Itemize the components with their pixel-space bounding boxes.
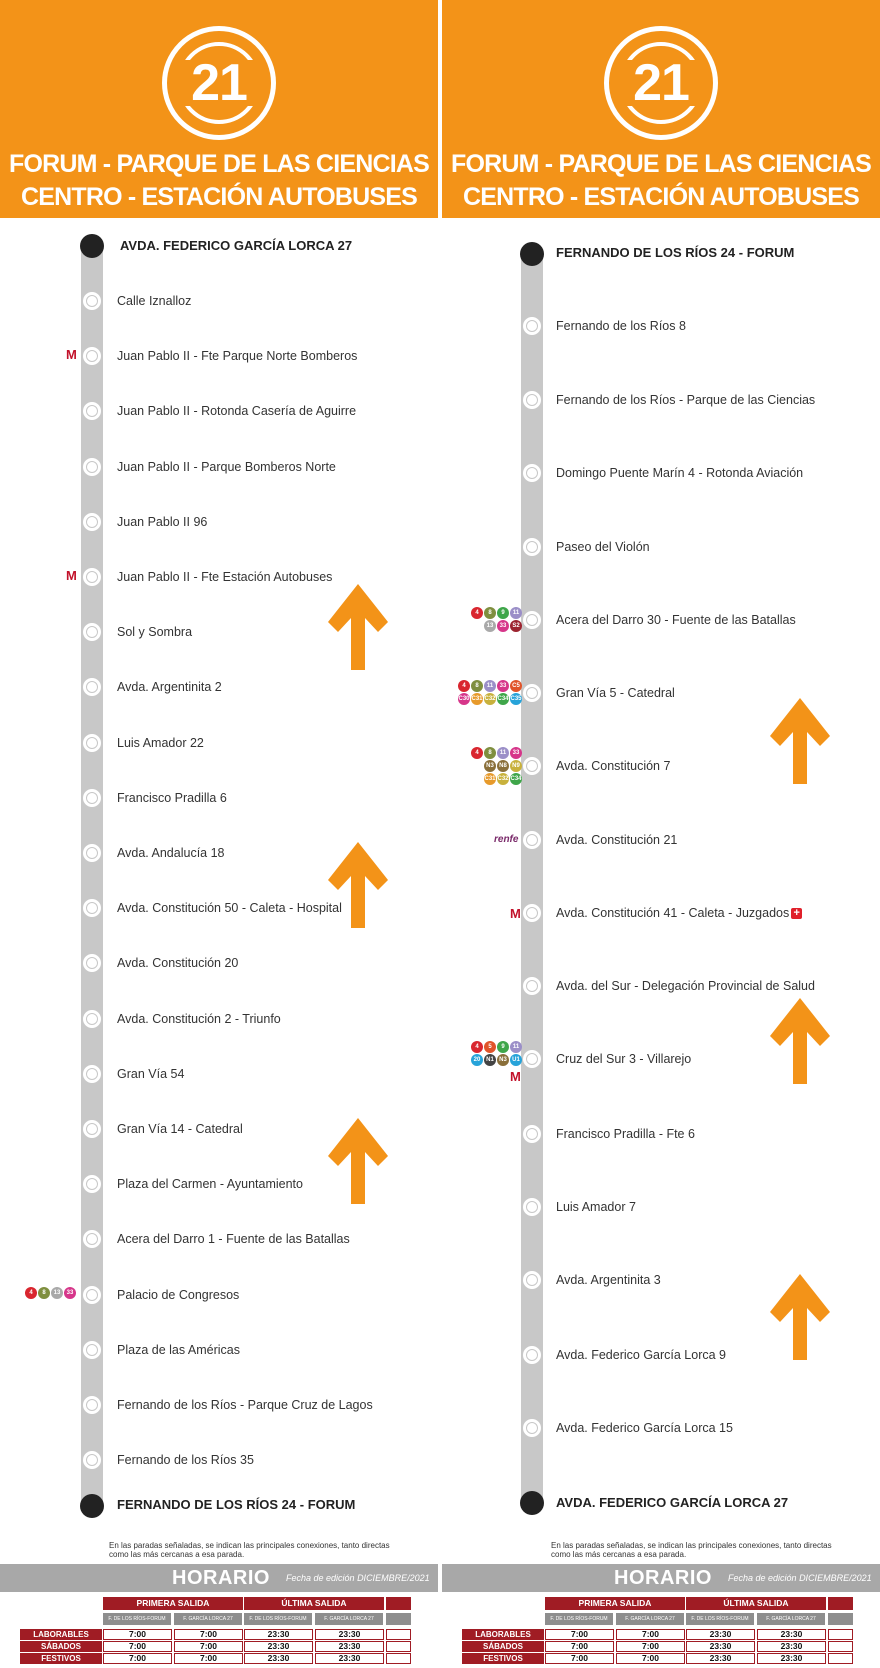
stop-label: Acera del Darro 30 - Fuente de las Batallas <box>556 613 796 627</box>
schedule-time: 7:00 <box>545 1653 614 1664</box>
stop-marker <box>83 899 101 917</box>
stop-marker <box>83 734 101 752</box>
stop-marker <box>83 1175 101 1193</box>
route-title-line1: FORUM - PARQUE DE LAS CIENCIAS <box>9 150 429 178</box>
stop-marker <box>523 538 541 556</box>
horario-title: HORARIO <box>172 1567 270 1589</box>
connections-gran-via <box>458 680 522 705</box>
schedule-time: 23:30 <box>244 1653 313 1664</box>
bus-line-badge: C32 <box>484 693 496 705</box>
bus-line-badge: 4 <box>471 1041 483 1053</box>
stop-label: Francisco Pradilla 6 <box>117 791 227 805</box>
bus-line-badge: C35 <box>510 693 522 705</box>
stop-marker <box>83 844 101 862</box>
bus-line-badge: C30 <box>458 693 470 705</box>
stop-label: Avda. Constitución 2 - Triunfo <box>117 1012 281 1026</box>
bus-line-badge: 4 <box>471 747 483 759</box>
stop-marker <box>83 678 101 696</box>
schedule-spacer <box>828 1629 853 1640</box>
bus-line-badge: 33 <box>510 747 522 759</box>
bus-line-badge: S2 <box>510 620 522 632</box>
connection-row <box>471 607 522 619</box>
stop-label: Juan Pablo II - Fte Parque Norte Bomberos <box>117 349 358 363</box>
stop-label: Avda. Federico García Lorca 9 <box>556 1348 726 1362</box>
stop-marker <box>523 464 541 482</box>
schedule-time: 23:30 <box>686 1629 755 1640</box>
route-badge <box>162 26 276 140</box>
route-line <box>521 252 543 1502</box>
stop-marker <box>83 1010 101 1028</box>
schedule-time: 7:00 <box>174 1653 243 1664</box>
route-title-line2: CENTRO - ESTACIÓN AUTOBUSES <box>20 183 417 211</box>
stop-label: Gran Vía 5 - Catedral <box>556 686 675 700</box>
schedule-day-label: FESTIVOS <box>20 1653 102 1664</box>
horario-edition <box>728 1573 872 1583</box>
stop-marker <box>83 1396 101 1414</box>
terminal-start-label: FERNANDO DE LOS RÍOS 24 - FORUM <box>556 245 795 260</box>
stop-marker <box>83 1120 101 1138</box>
stop-marker <box>83 347 101 365</box>
bus-line-badge: 11 <box>484 680 496 692</box>
stop-label: Gran Vía 14 - Catedral <box>117 1122 243 1136</box>
bus-line-badge: 11 <box>510 1041 522 1053</box>
terminal-end-label: FERNANDO DE LOS RÍOS 24 - FORUM <box>117 1497 356 1512</box>
horario-bar <box>0 1564 438 1592</box>
bus-line-badge: N8 <box>497 760 509 772</box>
schedule-time: 23:30 <box>757 1629 826 1640</box>
connections-cruz-sur <box>471 1041 522 1066</box>
stop-marker <box>83 1451 101 1469</box>
direction-subheader: F. GARCÍA LORCA 27 <box>315 1613 383 1625</box>
stop-marker <box>523 1271 541 1289</box>
connections-note-line1: En las paradas señaladas, se indican las principales conexiones, tanto directas <box>109 1541 390 1550</box>
metro-icon: M <box>66 347 77 362</box>
schedule-time: 23:30 <box>315 1653 384 1664</box>
direction-arrow-icon <box>768 696 832 786</box>
connection-row <box>471 1041 522 1053</box>
connection-row <box>458 680 522 692</box>
stop-label: Avda. Constitución 20 <box>117 956 239 970</box>
stop-marker <box>523 1346 541 1364</box>
connection-row <box>484 760 522 772</box>
direction-subheader: F. DE LOS RÍOS-FORUM <box>244 1613 312 1625</box>
bus-line-badge: 9 <box>497 1041 509 1053</box>
route-header <box>442 0 880 218</box>
first-departure-header: PRIMERA SALIDA <box>545 1597 685 1610</box>
bus-line-badge: C5 <box>510 680 522 692</box>
schedule-time: 23:30 <box>757 1653 826 1664</box>
stop-label: Avda. del Sur - Delegación Provincial de Salud <box>556 979 815 993</box>
stop-marker <box>83 402 101 420</box>
stop-marker <box>523 977 541 995</box>
stop-label: Avda. Argentinita 3 <box>556 1273 661 1287</box>
hospital-icon: + <box>791 908 802 919</box>
schedule-day-label: FESTIVOS <box>462 1653 544 1664</box>
stop-label: Avda. Andalucía 18 <box>117 846 225 860</box>
bus-line-badge: C31 <box>484 773 496 785</box>
subheader-spacer <box>386 1613 411 1625</box>
stop-marker <box>83 1341 101 1359</box>
bus-line-badge: 11 <box>497 747 509 759</box>
stop-marker <box>523 904 541 922</box>
schedule-time: 23:30 <box>244 1629 313 1640</box>
stop-label: Fernando de los Ríos - Parque de las Ciencias <box>556 393 816 407</box>
stop-label: Francisco Pradilla - Fte 6 <box>556 1127 695 1141</box>
bus-line-badge: 13 <box>484 620 496 632</box>
direction-arrow-icon <box>768 996 832 1086</box>
stop-marker <box>83 1065 101 1083</box>
bus-line-badge: 33 <box>497 680 509 692</box>
edition-label: Fecha de edición <box>728 1573 797 1583</box>
connections-note <box>551 1541 832 1559</box>
schedule-day-label: LABORABLES <box>20 1629 102 1640</box>
connection-row <box>25 1287 76 1299</box>
bus-line-badge: N3 <box>484 760 496 772</box>
schedule-time: 23:30 <box>757 1641 826 1652</box>
stop-marker <box>523 757 541 775</box>
direction-arrow-icon <box>768 1272 832 1362</box>
stop-marker <box>523 1125 541 1143</box>
horario-title: HORARIO <box>614 1567 712 1589</box>
schedule-spacer <box>386 1641 411 1652</box>
connections-note-line2: como las más cercanas a esa parada. <box>551 1550 687 1559</box>
route-header <box>0 0 438 218</box>
stop-marker <box>83 292 101 310</box>
schedule-day-label: SÁBADOS <box>462 1641 544 1652</box>
renfe-icon: renfe <box>494 834 519 845</box>
schedule-time: 23:30 <box>686 1641 755 1652</box>
stop-label: Juan Pablo II - Rotonda Casería de Aguirre <box>117 404 357 418</box>
bus-line-badge: C34 <box>497 693 509 705</box>
stop-label: Calle Iznalloz <box>117 294 192 308</box>
stop-marker <box>523 1419 541 1437</box>
stop-label: Acera del Darro 1 - Fuente de las Batallas <box>117 1232 350 1246</box>
bus-line-badge: 8 <box>484 747 496 759</box>
schedule-spacer <box>828 1653 853 1664</box>
bus-line-badge: N3 <box>497 1054 509 1066</box>
stop-label: Cruz del Sur 3 - Villarejo <box>556 1052 692 1066</box>
stop-label: Avda. Constitución 41 - Caleta - Juzgados + <box>556 905 802 921</box>
stop-label: Juan Pablo II - Fte Estación Autobuses <box>117 570 333 584</box>
stop-label: Avda. Constitución 7 <box>556 759 671 773</box>
stop-label: Gran Vía 54 <box>117 1067 185 1081</box>
schedule-time: 7:00 <box>103 1653 172 1664</box>
header-spacer <box>828 1597 853 1610</box>
connection-row <box>484 620 522 632</box>
stop-marker <box>523 1050 541 1068</box>
schedule-time: 7:00 <box>545 1629 614 1640</box>
stop-marker <box>83 568 101 586</box>
connections-note-line2: como las más cercanas a esa parada. <box>109 1550 245 1559</box>
bus-line-badge: 33 <box>497 620 509 632</box>
schedule-time: 23:30 <box>244 1641 313 1652</box>
schedule-time: 7:00 <box>616 1653 685 1664</box>
connections-acera-darro <box>471 607 522 632</box>
schedule-spacer <box>386 1653 411 1664</box>
schedule-day-label: LABORABLES <box>462 1629 544 1640</box>
route-title-line2: CENTRO - ESTACIÓN AUTOBUSES <box>462 183 859 211</box>
bus-line-badge: C34 <box>510 773 522 785</box>
edition-date: DICIEMBRE/2021 <box>799 1573 872 1583</box>
bus-line-badge: 4 <box>471 607 483 619</box>
stop-label: Avda. Federico García Lorca 15 <box>556 1421 733 1435</box>
direction-subheader: F. DE LOS RÍOS-FORUM <box>103 1613 171 1625</box>
route-badge <box>604 26 718 140</box>
terminal-end-label: AVDA. FEDERICO GARCÍA LORCA 27 <box>556 1495 789 1510</box>
route-title <box>0 148 438 214</box>
bus-line-badge: 33 <box>64 1287 76 1299</box>
stop-marker <box>83 789 101 807</box>
connections-palacio <box>25 1287 76 1299</box>
direction-arrow-icon <box>326 1116 390 1206</box>
bus-line-badge: 13 <box>51 1287 63 1299</box>
route-number: 21 <box>633 54 689 112</box>
first-departure-header: PRIMERA SALIDA <box>103 1597 243 1610</box>
stop-label: Avda. Constitución 21 <box>556 833 678 847</box>
schedule-time: 7:00 <box>616 1641 685 1652</box>
route-panel-left <box>0 0 438 1668</box>
header-spacer <box>386 1597 411 1610</box>
stop-label: Fernando de los Ríos 35 <box>117 1453 254 1467</box>
metro-icon: M <box>510 1069 521 1084</box>
stop-label: Paseo del Violón <box>556 540 650 554</box>
bus-line-badge: 8 <box>471 680 483 692</box>
direction-arrow-icon <box>326 582 390 672</box>
stop-label: Plaza de las Américas <box>117 1343 240 1357</box>
direction-arrow-icon <box>326 840 390 930</box>
route-title <box>442 148 880 214</box>
last-departure-header: ÚLTIMA SALIDA <box>244 1597 384 1610</box>
stop-label: Plaza del Carmen - Ayuntamiento <box>117 1177 303 1191</box>
schedule-time: 7:00 <box>103 1629 172 1640</box>
schedule-time: 23:30 <box>686 1653 755 1664</box>
direction-subheader: F. DE LOS RÍOS-FORUM <box>545 1613 613 1625</box>
stop-marker <box>523 1198 541 1216</box>
bus-line-badge: 4 <box>25 1287 37 1299</box>
bus-line-badge: 9 <box>497 607 509 619</box>
schedule-time: 7:00 <box>174 1629 243 1640</box>
schedule-spacer <box>828 1641 853 1652</box>
direction-subheader: F. GARCÍA LORCA 27 <box>616 1613 684 1625</box>
subheader-spacer <box>828 1613 853 1625</box>
schedule-time: 7:00 <box>174 1641 243 1652</box>
bus-line-badge: 11 <box>510 607 522 619</box>
connection-row <box>484 773 522 785</box>
stop-marker <box>523 391 541 409</box>
connection-row <box>471 1054 522 1066</box>
stop-label: Domingo Puente Marín 4 - Rotonda Aviación <box>556 466 804 480</box>
connection-row <box>471 747 522 759</box>
connections-note-line1: En las paradas señaladas, se indican las principales conexiones, tanto directas <box>551 1541 832 1550</box>
stop-marker <box>83 954 101 972</box>
connection-row <box>458 693 522 705</box>
bus-line-badge: N9 <box>510 760 522 772</box>
stop-label: Juan Pablo II - Parque Bomberos Norte <box>117 460 336 474</box>
terminal-end-dot <box>520 1491 544 1515</box>
terminal-start-label: AVDA. FEDERICO GARCÍA LORCA 27 <box>120 238 353 253</box>
route-number: 21 <box>191 54 247 112</box>
stop-label: Avda. Argentinita 2 <box>117 680 222 694</box>
stop-marker <box>83 623 101 641</box>
bus-line-badge: 4 <box>458 680 470 692</box>
schedule-time: 7:00 <box>616 1629 685 1640</box>
metro-icon: M <box>66 568 77 583</box>
stop-marker <box>523 317 541 335</box>
schedule-time: 23:30 <box>315 1629 384 1640</box>
metro-icon: M <box>510 906 521 921</box>
stop-marker <box>523 684 541 702</box>
schedule-day-label: SÁBADOS <box>20 1641 102 1652</box>
bus-line-badge: 20 <box>471 1054 483 1066</box>
last-departure-header: ÚLTIMA SALIDA <box>686 1597 826 1610</box>
stop-label: Palacio de Congresos <box>117 1288 240 1302</box>
bus-line-badge: C31 <box>471 693 483 705</box>
stop-label: Luis Amador 22 <box>117 736 204 750</box>
edition-label: Fecha de edición <box>286 1573 355 1583</box>
bus-line-badge: U1 <box>510 1054 522 1066</box>
stop-label: Avda. Constitución 50 - Caleta - Hospital <box>117 901 342 915</box>
stop-label: Juan Pablo II 96 <box>117 515 208 529</box>
schedule-time: 23:30 <box>315 1641 384 1652</box>
stop-marker <box>523 611 541 629</box>
stop-label: Luis Amador 7 <box>556 1200 636 1214</box>
bus-line-badge: 8 <box>484 607 496 619</box>
schedule-time: 7:00 <box>545 1641 614 1652</box>
connections-note <box>109 1541 390 1559</box>
terminal-start-dot <box>520 242 544 266</box>
terminal-start-dot <box>80 234 104 258</box>
stop-marker <box>523 831 541 849</box>
direction-subheader: F. GARCÍA LORCA 27 <box>174 1613 242 1625</box>
stop-marker <box>83 1286 101 1304</box>
schedule-spacer <box>386 1629 411 1640</box>
route-title-line1: FORUM - PARQUE DE LAS CIENCIAS <box>451 150 871 178</box>
direction-subheader: F. DE LOS RÍOS-FORUM <box>686 1613 754 1625</box>
horario-bar <box>442 1564 880 1592</box>
route-panel-right <box>442 0 880 1668</box>
connections-constitucion7 <box>471 747 522 785</box>
stop-label: Fernando de los Ríos 8 <box>556 319 686 333</box>
stop-marker <box>83 513 101 531</box>
horario-edition <box>286 1573 430 1583</box>
direction-subheader: F. GARCÍA LORCA 27 <box>757 1613 825 1625</box>
bus-line-badge: 8 <box>38 1287 50 1299</box>
schedule-time: 7:00 <box>103 1641 172 1652</box>
stop-label: Fernando de los Ríos - Parque Cruz de Lagos <box>117 1398 373 1412</box>
stop-marker <box>83 1230 101 1248</box>
edition-date: DICIEMBRE/2021 <box>357 1573 430 1583</box>
bus-line-badge: C32 <box>497 773 509 785</box>
bus-line-badge: 5 <box>484 1041 496 1053</box>
stop-marker <box>83 458 101 476</box>
stop-label: Sol y Sombra <box>117 625 193 639</box>
bus-line-badge: N1 <box>484 1054 496 1066</box>
route-line <box>81 245 103 1505</box>
terminal-end-dot <box>80 1494 104 1518</box>
